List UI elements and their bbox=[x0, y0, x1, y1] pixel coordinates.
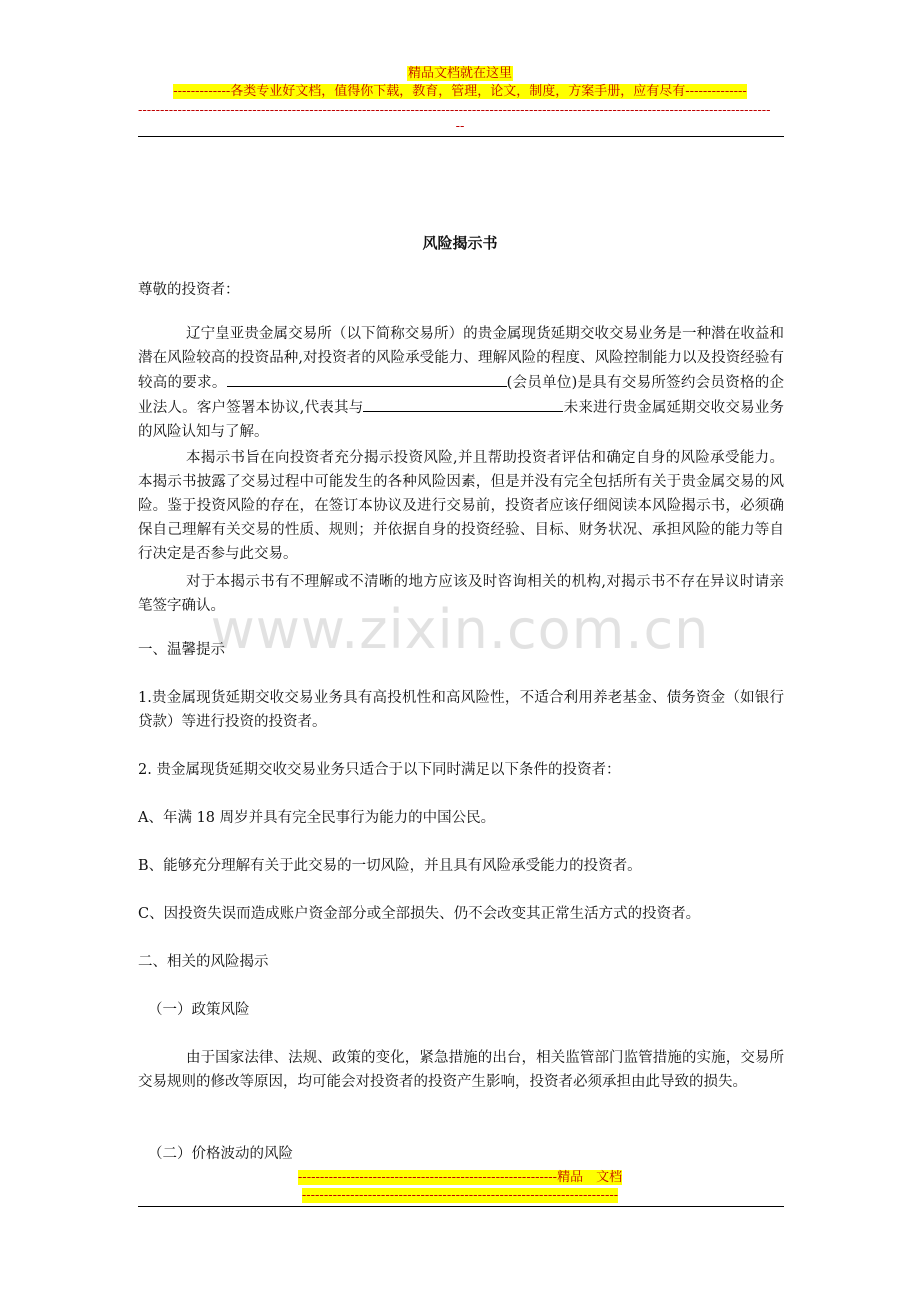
intro-paragraph-1a: 辽宁皇亚贵金属交易所（以下简称交易所）的贵金属现货延期交收交易业务是一种潜在收益和潜在风险较高的投资品种,对投资者的风险承受能力、理解风险的程度、风险控制能力以及投资经验有较高的要求。 bbox=[138, 326, 784, 391]
footer-line-2-text: ------------------------------------------------------------------------ bbox=[301, 1188, 619, 1203]
intro-paragraph-1b: (会员单位)是具有交易所签约会员资格的企业法人。客户签署本协议,代表其与 bbox=[138, 375, 785, 416]
header-line-2 bbox=[0, 84, 920, 100]
counterparty-blank bbox=[363, 395, 563, 412]
header-line-2-text: -------------各类专业好文档，值得你下载，教育，管理，论文，制度，方案手册，应有尽有-------------- bbox=[173, 84, 747, 99]
footer-line-1-text: -----------------------------------------------------------精品 文档 bbox=[297, 1170, 623, 1185]
section-2-heading: 二、相关的风险揭示 bbox=[138, 954, 269, 970]
intro-paragraph-1c: 未来进行贵金属延期交收交易业务的风险认知与了解。 bbox=[138, 400, 784, 440]
intro-paragraph-2: 本揭示书旨在向投资者充分揭示投资风险,并且帮助投资者评估和确定自身的风险承受能力。本揭示书披露了交易过程中可能发生的各种风险因素，但是并没有完全包括所有关于贵金属交易的风险。鉴于投资风险的存在，在签订本协议及进行交易前，投资者应该仔细阅读本风险揭示书，必须确保自己理解有关交易的性质、规则；并依据自身的投资经验、目标、财务状况、承担风险的能力等自行决定是否参与此交易。 bbox=[138, 450, 784, 562]
section-1-item-a: A、年满 18 周岁并具有完全民事行为能力的中国公民。 bbox=[138, 810, 496, 826]
footer-line-2 bbox=[0, 1188, 920, 1204]
intro-paragraph-1 bbox=[138, 322, 784, 444]
footer-line-1 bbox=[0, 1170, 920, 1186]
section-1-item-b: B、能够充分理解有关于此交易的一切风险，并且具有风险承受能力的投资者。 bbox=[138, 858, 642, 874]
section-2-sub-1-heading: （一）政策风险 bbox=[148, 1002, 250, 1018]
header-line-4: -- bbox=[455, 119, 465, 134]
header-line-1-text: 精品文档就在这里 bbox=[407, 66, 512, 81]
section-2-sub-1-text: 由于国家法律、法规、政策的变化，紧急措施的出台，相关监管部门监管措施的实施，交易所交易规则的修改等原因，均可能会对投资者的投资产生影响，投资者必须承担由此导致的损失。 bbox=[138, 1050, 784, 1090]
document-title: 风险揭示书 bbox=[422, 234, 498, 252]
salutation: 尊敬的投资者： bbox=[138, 282, 240, 298]
header-line-3: ------------------------------------------------------------------------------------------------------------------------------------------------ bbox=[138, 103, 771, 118]
header-line-1 bbox=[0, 66, 920, 82]
section-2-sub-2-heading: （二）价格波动的风险 bbox=[148, 1146, 293, 1162]
section-1-item-2: 2. 贵金属现货延期交收交易业务只适合于以下同时满足以下条件的投资者： bbox=[138, 762, 621, 778]
intro-paragraph-3: 对于本揭示书有不理解或不清晰的地方应该及时咨询相关的机构,对揭示书不存在异议时请亲笔签字确认。 bbox=[138, 574, 784, 614]
watermark: www.zixin.com.cn bbox=[210, 598, 710, 661]
section-1-item-c: C、因投资失误而造成账户资金部分或全部损失、仍不会改变其正常生活方式的投资者。 bbox=[138, 906, 701, 922]
header-rule bbox=[138, 136, 784, 137]
member-unit-blank bbox=[227, 370, 507, 387]
section-1-item-1: 1.贵金属现货延期交收交易业务具有高投机性和高风险性，不适合利用养老基金、债务资金（如银行贷款）等进行投资的投资者。 bbox=[138, 690, 784, 730]
footer-rule bbox=[138, 1206, 784, 1207]
section-1-heading: 一、温馨提示 bbox=[138, 642, 225, 658]
